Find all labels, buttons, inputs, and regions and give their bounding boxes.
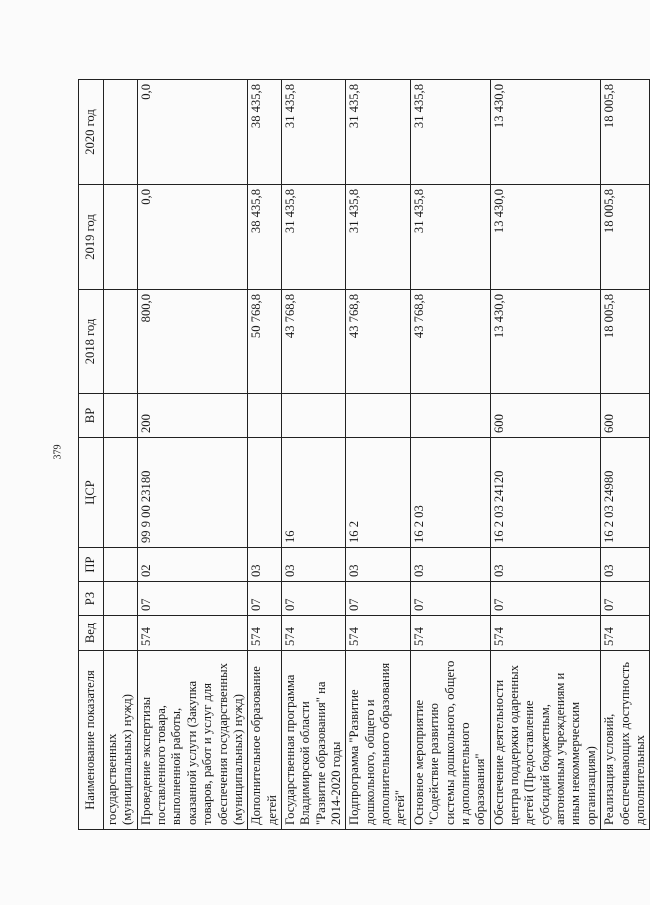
cell-csr: [248, 438, 282, 548]
cell-pr: 03: [601, 548, 650, 582]
cell-2019: 31 435,8: [281, 185, 345, 290]
cell-pr: 03: [281, 548, 345, 582]
cell-2019: 18 005,8: [601, 185, 650, 290]
cell-2018: 50 768,8: [248, 290, 282, 394]
header-2020: 2020 год: [79, 80, 104, 185]
cell-rz: [104, 582, 138, 616]
cell-name: Реализация условий, обеспечивающих доступность дополнительных: [601, 651, 650, 830]
cell-2018: [104, 290, 138, 394]
cell-2019: [104, 185, 138, 290]
cell-2019: 13 430,0: [490, 185, 601, 290]
cell-rz: 07: [281, 582, 345, 616]
table-header-row: [79, 80, 104, 830]
rotated-page-content: [78, 80, 647, 830]
cell-name: Проведение экспертизы поставленного товара, выполненной работы, оказанной услуги (Закупка товаров, работ и услуг для обеспечения государственных (муниципальных) нужд): [137, 651, 248, 830]
header-ved: Вед: [79, 616, 104, 651]
cell-vr: 200: [137, 394, 248, 438]
cell-pr: 03: [490, 548, 601, 582]
header-rz: РЗ: [79, 582, 104, 616]
cell-2020: 13 430,0: [490, 80, 601, 185]
cell-vr: 600: [601, 394, 650, 438]
header-vr: ВР: [79, 394, 104, 438]
cell-ved: [104, 616, 138, 651]
cell-2020: [104, 80, 138, 185]
cell-2020: 0,0: [137, 80, 248, 185]
cell-pr: 03: [248, 548, 282, 582]
cell-rz: 07: [346, 582, 410, 616]
cell-pr: 02: [137, 548, 248, 582]
cell-vr: [248, 394, 282, 438]
cell-2018: 43 768,8: [281, 290, 345, 394]
cell-csr: 16 2: [346, 438, 410, 548]
cell-vr: 600: [490, 394, 601, 438]
cell-rz: 07: [137, 582, 248, 616]
cell-pr: 03: [346, 548, 410, 582]
header-2019: 2019 год: [79, 185, 104, 290]
cell-ved: 574: [410, 616, 490, 651]
cell-rz: 07: [248, 582, 282, 616]
cell-csr: [104, 438, 138, 548]
table-row: [490, 80, 601, 830]
cell-ved: 574: [281, 616, 345, 651]
cell-rz: 07: [410, 582, 490, 616]
table-row: [281, 80, 345, 830]
cell-name: государственных (муниципальных) нужд): [104, 651, 138, 830]
cell-csr: 16 2 03 24980: [601, 438, 650, 548]
cell-name: Дополнительное образование детей: [248, 651, 282, 830]
cell-rz: 07: [490, 582, 601, 616]
cell-2019: 0,0: [137, 185, 248, 290]
cell-vr: [104, 394, 138, 438]
header-name: Наименование показателя: [79, 651, 104, 830]
cell-csr: 16 2 03 24120: [490, 438, 601, 548]
cell-name: Подпрограмма "Развитие дошкольного, общего и дополнительного образования детей": [346, 651, 410, 830]
cell-pr: [104, 548, 138, 582]
cell-2018: 43 768,8: [346, 290, 410, 394]
cell-2020: 31 435,8: [281, 80, 345, 185]
cell-name: Обеспечение деятельности центра поддержки одаренных детей (Предоставление субсидий бюджетным, автономным учреждениям и иным некоммерческим организациям): [490, 651, 601, 830]
cell-ved: 574: [248, 616, 282, 651]
cell-ved: 574: [137, 616, 248, 651]
cell-2019: 31 435,8: [410, 185, 490, 290]
cell-vr: [346, 394, 410, 438]
budget-table: [78, 79, 650, 830]
cell-2018: 13 430,0: [490, 290, 601, 394]
table-row: [104, 80, 138, 830]
cell-csr: 16: [281, 438, 345, 548]
table-row: [346, 80, 410, 830]
cell-2020: 18 005,8: [601, 80, 650, 185]
header-pr: ПР: [79, 548, 104, 582]
cell-2020: 38 435,8: [248, 80, 282, 185]
cell-ved: 574: [490, 616, 601, 651]
cell-csr: 16 2 03: [410, 438, 490, 548]
cell-2018: 18 005,8: [601, 290, 650, 394]
header-2018: 2018 год: [79, 290, 104, 394]
header-csr: ЦСР: [79, 438, 104, 548]
cell-vr: [281, 394, 345, 438]
cell-2018: 800,0: [137, 290, 248, 394]
cell-2020: 31 435,8: [346, 80, 410, 185]
cell-2020: 31 435,8: [410, 80, 490, 185]
table-row: [410, 80, 490, 830]
cell-ved: 574: [346, 616, 410, 651]
cell-ved: 574: [601, 616, 650, 651]
cell-csr: 99 9 00 23180: [137, 438, 248, 548]
cell-2018: 43 768,8: [410, 290, 490, 394]
cell-name: Основное мероприятие "Содействие развитию системы дошкольного, общего и дополнительного образования": [410, 651, 490, 830]
table-row: [248, 80, 282, 830]
cell-name: Государственная программа Владимирской области "Развитие образования" на 2014-2020 годы: [281, 651, 345, 830]
cell-rz: 07: [601, 582, 650, 616]
cell-vr: [410, 394, 490, 438]
cell-2019: 31 435,8: [346, 185, 410, 290]
table-row: [137, 80, 248, 830]
table-row: [601, 80, 650, 830]
cell-pr: 03: [410, 548, 490, 582]
page-number: 379: [52, 444, 64, 460]
cell-2019: 38 435,8: [248, 185, 282, 290]
